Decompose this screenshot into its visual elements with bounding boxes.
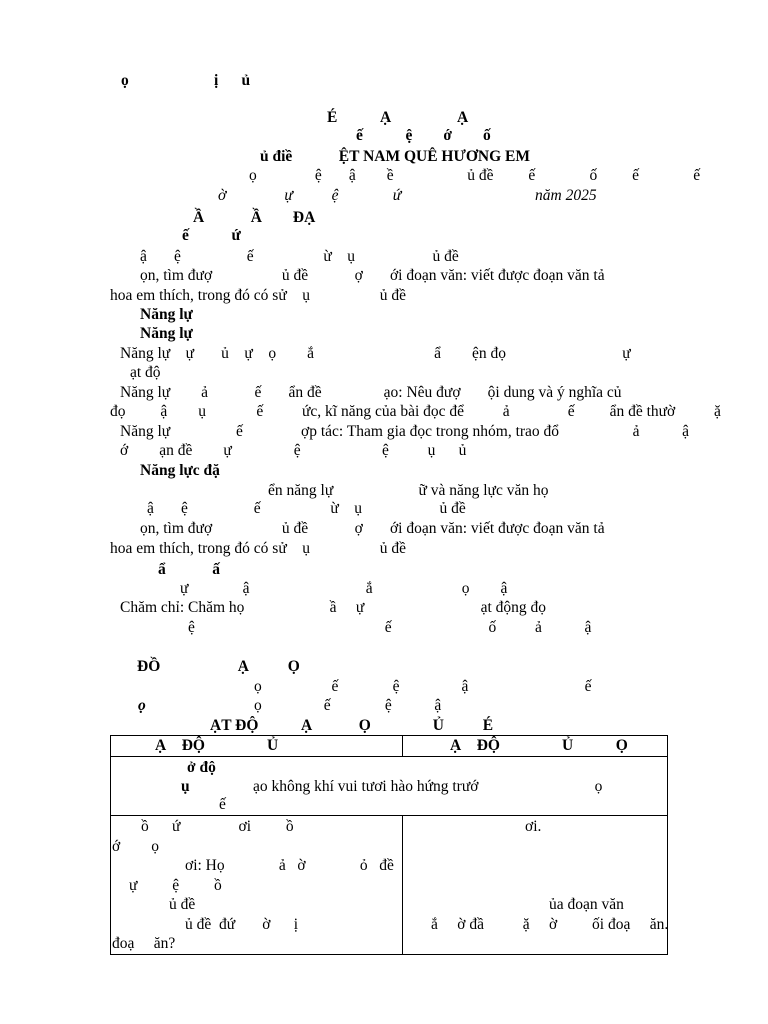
paragraph-line: ớ ạn đề ự ệ ệ ụ ủ <box>120 442 467 459</box>
subheading-special: Năng lực đặ <box>140 462 220 479</box>
paragraph-line: Chăm chỉ: Chăm họ ầ ự ạt động đọ <box>120 599 547 616</box>
warmup-heading: ở độ <box>187 759 216 776</box>
header-cell-teacher <box>111 736 403 757</box>
year-text: năm 2025 <box>535 187 597 204</box>
paragraph-line: ọ ế ệ ậ ế <box>254 678 592 695</box>
paragraph-line: ậ ệ ế ừ ụ ủ đề <box>140 248 459 265</box>
paragraph-line: ệ ế ố ả ậ <box>188 619 592 636</box>
paragraph-line: ọ <box>138 697 146 714</box>
paragraph-line: ển năng lự ữ và năng lực văn họ <box>268 482 549 499</box>
header-student-text: Ạ ĐỘ Ủ Ọ <box>450 737 628 754</box>
paragraph-line: ọn, tìm đượ ủ đề ợ ới đoạn văn: viết được đoạn văn tả <box>140 267 605 284</box>
subheading-competence: Năng lự <box>140 306 193 323</box>
lesson-plan-table <box>110 735 668 955</box>
header-cell-student <box>403 736 668 757</box>
subheading-quality: ẩ ấ <box>158 561 220 578</box>
date-line: ờ ự ệ ứ <box>218 187 402 204</box>
paragraph-line: ự ậ ắ ọ ậ <box>180 580 508 597</box>
paragraph-line: ọ ế ệ ậ <box>254 697 442 714</box>
topic-line: ọ ệ ậ ề ủ đề ế ố ế ế <box>249 167 701 184</box>
subheading-knowledge: ế ứ <box>182 227 241 244</box>
paragraph-line: hoa em thích, trong đó có sử ụ ủ đề <box>110 287 406 304</box>
section-heading-2: ĐỒ Ạ Ọ <box>137 658 300 675</box>
cell-text: đoạ ăn? <box>112 935 176 952</box>
paragraph-line: Năng lự ự ủ ự ọ ắ ẩ ện đọ ự <box>120 345 631 362</box>
table-header-row <box>111 736 668 757</box>
lesson-title: É Ạ Ạ <box>327 109 469 126</box>
student-activity-cell <box>403 816 668 955</box>
subheading-competence: Năng lự <box>140 325 193 342</box>
warmup-text: ế <box>219 796 226 813</box>
lesson-subtitle: ế ệ ớ ố <box>356 127 491 144</box>
paragraph-line: Năng lự ế ợp tác: Tham gia đọc trong nhóm, trao đổ ả ậ <box>120 423 690 440</box>
cell-text: ắ ờ đầ ặ ờ ối đoạ ăn. <box>431 916 669 933</box>
paragraph-line: ậ ệ ế ừ ụ ủ đề <box>147 500 466 517</box>
cell-text: ủ đề <box>169 896 196 913</box>
teacher-activity-cell <box>111 816 403 955</box>
activities-heading: ẠT ĐỘ Ạ Ọ Ủ É <box>210 717 494 734</box>
cell-text: ủa đoạn văn <box>549 896 624 913</box>
topic-title: ủ điề ỆT NAM QUÊ HƯƠNG EM <box>260 148 530 165</box>
paragraph-line: ọn, tìm đượ ủ đề ợ ới đoạn văn: viết được đoạn văn tả <box>140 520 605 537</box>
warmup-text: ạo không khí vui tươi hào hứng trướ ọ <box>253 778 603 795</box>
header-line: ọ ị ủ <box>121 72 251 89</box>
table-row <box>111 757 668 816</box>
paragraph-line: đọ ậ ụ ế ức, kĩ năng của bài đọc để ả ế ẩn đề thườ ặ <box>110 403 721 420</box>
warmup-label: ụ <box>181 778 190 795</box>
cell-text: ớ ọ <box>112 838 159 855</box>
paragraph-line: ạt độ <box>130 364 161 381</box>
section-heading-1: Ầ Ầ ĐẠ <box>193 209 316 226</box>
paragraph-line: hoa em thích, trong đó có sử ụ ủ đề <box>110 540 406 557</box>
table-row <box>111 816 668 955</box>
cell-text: ồ ứ ơi ồ <box>141 818 294 835</box>
cell-text: ơi: Họ ả ờ ỏ đề <box>185 857 394 874</box>
cell-text: ự ệ ồ <box>129 877 222 894</box>
warmup-cell <box>111 757 668 816</box>
cell-text: ơi. <box>525 818 542 835</box>
paragraph-line: Năng lự ả ế ẩn đề ạo: Nêu đượ ội dung và ý nghĩa củ <box>120 384 622 401</box>
header-teacher-text: Ạ ĐỘ Ủ <box>155 737 279 754</box>
cell-text: ủ đề đứ ờ ị <box>185 916 299 933</box>
